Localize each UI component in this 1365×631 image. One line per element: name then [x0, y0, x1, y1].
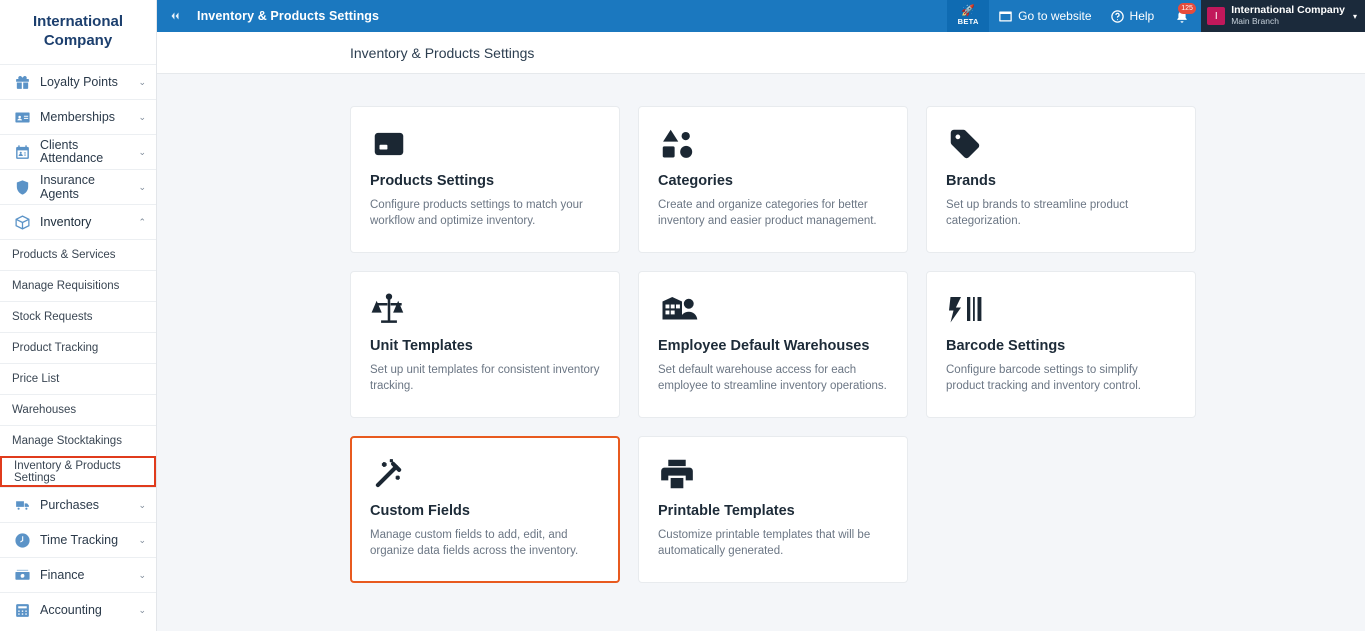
chevron-down-icon: ⌄	[138, 181, 146, 192]
card-description: Configure products settings to match your workflow and optimize inventory.	[370, 199, 583, 227]
collapse-sidebar-button[interactable]	[157, 0, 193, 32]
settings-content	[157, 74, 1365, 583]
card-description: Configure barcode settings to simplify product tracking and inventory control.	[946, 364, 1141, 392]
chevron-up-icon: ⌃	[138, 216, 146, 227]
browser-icon	[998, 9, 1013, 24]
accounting-icon	[12, 600, 32, 620]
help-icon	[1110, 9, 1125, 24]
notifications-button[interactable]	[1163, 0, 1201, 32]
card-description: Set up unit templates for consistent inventory tracking.	[370, 364, 600, 392]
chevron-down-icon: ⌄	[138, 146, 146, 157]
chevron-down-icon: ⌄	[138, 569, 146, 580]
brand-line-2: Company	[43, 32, 113, 49]
sidebar-subitem-label: Warehouses	[12, 404, 77, 416]
sidebar-subitem-label: Stock Requests	[12, 311, 93, 323]
user-menu[interactable]	[1201, 0, 1365, 32]
chevron-down-icon: ⌄	[138, 604, 146, 615]
chevron-down-icon: ⌄	[138, 76, 146, 87]
shield-icon	[12, 177, 32, 197]
user-branch: Main Branch	[1231, 16, 1279, 26]
beta-button[interactable]	[947, 0, 989, 32]
sidebar-item-product-tracking[interactable]	[0, 332, 156, 363]
card-title: Products Settings	[370, 173, 495, 189]
chevron-down-icon: ⌄	[138, 499, 146, 510]
categories-shapes-icon	[658, 125, 888, 167]
go-to-website-button[interactable]	[989, 0, 1100, 32]
sidebar-item-label: Time Tracking	[40, 533, 119, 547]
printer-icon	[658, 455, 888, 497]
user-name: International Company	[1231, 4, 1345, 16]
sidebar-item-loyalty-points[interactable]	[0, 64, 156, 99]
card-title: Printable Templates	[658, 503, 795, 519]
card-title: Brands	[946, 173, 996, 189]
card-categories[interactable]	[638, 106, 908, 253]
sidebar-item-warehouses[interactable]	[0, 394, 156, 425]
card-title: Barcode Settings	[946, 338, 1066, 354]
card-custom-fields[interactable]	[350, 436, 620, 583]
card-title: Unit Templates	[370, 338, 473, 354]
card-products-settings[interactable]	[350, 106, 620, 253]
sidebar-item-time-tracking[interactable]	[0, 522, 156, 557]
sidebar-item-inventory[interactable]	[0, 204, 156, 239]
page-title: Inventory & Products Settings	[350, 44, 535, 61]
sidebar-subitem-label: Price List	[12, 373, 60, 385]
beta-label: BETA	[957, 17, 979, 26]
sidebar-item-label: Accounting	[40, 603, 102, 617]
sidebar-item-inventory-products-settings[interactable]	[0, 456, 156, 487]
sidebar-item-label: Purchases	[40, 498, 100, 512]
sidebar-item-purchases[interactable]	[0, 487, 156, 522]
top-bar-title: Inventory & Products Settings	[197, 9, 380, 23]
employee-warehouse-icon	[658, 290, 888, 332]
go-to-website-label: Go to website	[1018, 9, 1092, 23]
sidebar-item-label: Insurance Agents	[40, 173, 95, 201]
sidebar-item-accounting[interactable]	[0, 592, 156, 627]
truck-icon	[12, 495, 32, 515]
card-title: Categories	[658, 173, 733, 189]
notification-count-badge: 125	[1178, 3, 1196, 14]
membership-card-icon	[12, 107, 32, 127]
chevron-down-icon: ⌄	[138, 111, 146, 122]
card-description: Create and organize categories for better inventory and easier product management.	[658, 199, 877, 227]
card-brands[interactable]	[926, 106, 1196, 253]
top-bar-right	[947, 0, 1365, 32]
sidebar-subitem-label: Product Tracking	[12, 342, 99, 354]
sidebar-item-manage-stocktakings[interactable]	[0, 425, 156, 456]
sidebar-item-memberships[interactable]	[0, 99, 156, 134]
clients-attendance-icon	[12, 142, 32, 162]
sidebar-item-insurance-agents[interactable]	[0, 169, 156, 204]
box-icon	[12, 212, 32, 232]
card-description: Set default warehouse access for each employee to streamline inventory operations.	[658, 364, 887, 392]
brand-logo	[0, 0, 156, 64]
sidebar-item-label: Loyalty Points	[40, 75, 118, 89]
page-header	[157, 32, 1365, 74]
brand-tag-icon	[946, 125, 1176, 167]
card-barcode-settings[interactable]	[926, 271, 1196, 418]
sidebar-item-manage-requisitions[interactable]	[0, 270, 156, 301]
sidebar	[0, 0, 157, 631]
scales-icon	[370, 290, 600, 332]
sidebar-item-price-list[interactable]	[0, 363, 156, 394]
help-button[interactable]	[1101, 0, 1164, 32]
magic-wand-icon	[370, 455, 600, 497]
sidebar-subitem-label: Manage Stocktakings	[12, 435, 122, 447]
avatar: I	[1207, 7, 1225, 25]
card-description: Customize printable templates that will be automatically generated.	[658, 529, 871, 557]
sidebar-item-clients-attendance[interactable]	[0, 134, 156, 169]
settings-card-grid	[350, 106, 1365, 583]
card-employee-default-warehouses[interactable]	[638, 271, 908, 418]
sidebar-item-products-services[interactable]	[0, 239, 156, 270]
finance-icon	[12, 565, 32, 585]
loyalty-icon	[12, 72, 32, 92]
brand-line-1: International	[32, 13, 123, 30]
card-printable-templates[interactable]	[638, 436, 908, 583]
sidebar-item-label: Inventory	[40, 215, 92, 229]
products-settings-icon	[370, 125, 600, 167]
top-bar	[157, 0, 1365, 32]
sidebar-subitem-label: Inventory & Products Settings	[14, 459, 121, 484]
clock-icon	[12, 530, 32, 550]
user-info	[1231, 5, 1345, 27]
sidebar-item-stock-requests[interactable]	[0, 301, 156, 332]
card-description: Set up brands to streamline product categorization.	[946, 199, 1129, 227]
chevron-down-icon: ⌄	[138, 534, 146, 545]
sidebar-item-label: Memberships	[40, 110, 116, 124]
sidebar-item-label: Finance	[40, 568, 85, 582]
chevron-down-icon: ▾	[1352, 11, 1357, 21]
card-unit-templates[interactable]	[350, 271, 620, 418]
card-description: Manage custom fields to add, edit, and organize data fields across the inventory.	[370, 529, 579, 557]
rocket-icon: 🚀	[961, 5, 975, 17]
sidebar-item-label: Clients Attendance	[40, 138, 104, 165]
card-title: Employee Default Warehouses	[658, 338, 870, 354]
help-label: Help	[1129, 9, 1155, 23]
sidebar-item-finance[interactable]	[0, 557, 156, 592]
sidebar-subitem-label: Manage Requisitions	[12, 280, 120, 292]
barcode-icon	[946, 290, 1176, 332]
main-area	[157, 0, 1365, 631]
card-title: Custom Fields	[370, 503, 470, 519]
sidebar-subitem-label: Products & Services	[12, 249, 116, 261]
